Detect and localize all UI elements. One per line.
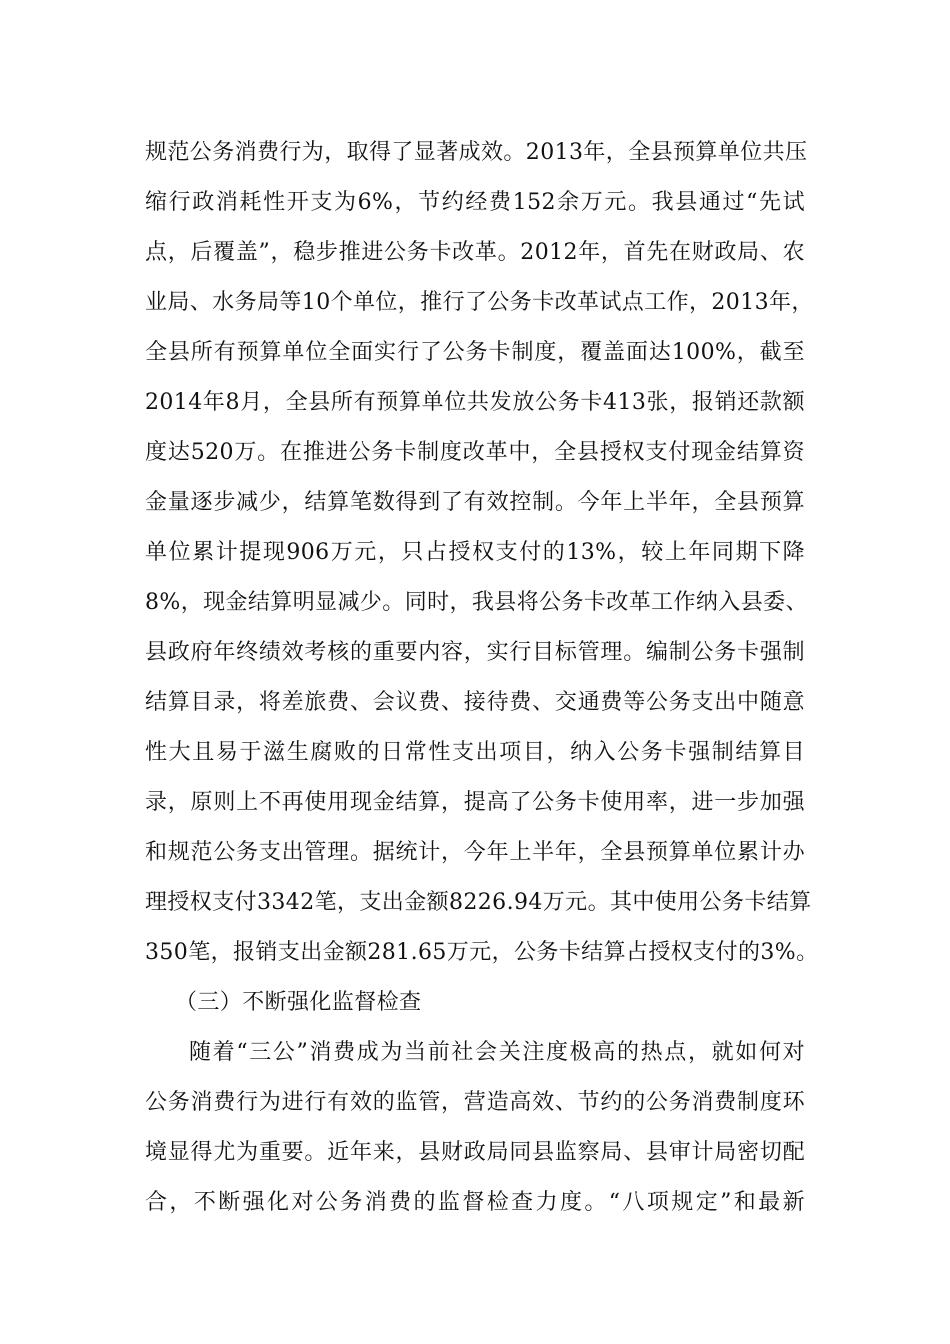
- text-line: 理授权支付3342笔，支出金额8226.94万元。其中使用公务卡结算: [145, 890, 812, 915]
- document-body: [145, 128, 819, 1228]
- text-line: 性大且易于滋生腐败的日常性支出项目，纳入公务卡强制结算目: [145, 740, 805, 765]
- text-line: 8%，现金结算明显减少。同时，我县将公务卡改革工作纳入县委、: [145, 590, 808, 615]
- text-line: 全县所有预算单位全面实行了公务卡制度，覆盖面达100%，截至: [145, 340, 805, 365]
- paragraph-first-line: 随着“三公”消费成为当前社会关注度极高的热点，就如何对: [189, 1040, 805, 1065]
- text-line: 公务消费行为进行有效的监管，营造高效、节约的公务消费制度环: [145, 1090, 805, 1115]
- text-line: 金量逐步减少，结算笔数得到了有效控制。今年上半年，全县预算: [145, 490, 805, 515]
- text-line: 度达520万。在推进公务卡制度改革中，全县授权支付现金结算资: [145, 440, 805, 465]
- text-line: 2014年8月，全县所有预算单位共发放公务卡413张，报销还款额: [145, 390, 805, 415]
- text-line: 和规范公务支出管理。据统计，今年上半年，全县预算单位累计办: [145, 840, 805, 865]
- paragraph-last-line: 350笔，报销支出金额281.65万元，公务卡结算占授权支付的3%。: [145, 940, 819, 965]
- text-line: 合，不断强化对公务消费的监督检查力度。“八项规定”和最新: [145, 1190, 805, 1215]
- text-line: 境显得尤为重要。近年来，县财政局同县监察局、县审计局密切配: [145, 1140, 805, 1165]
- text-line: 单位累计提现906万元，只占授权支付的13%，较上年同期下降: [145, 540, 805, 565]
- section-heading: （三）不断强化监督检查: [175, 990, 422, 1015]
- text-line: 县政府年终绩效考核的重要内容，实行目标管理。编制公务卡强制: [145, 640, 805, 665]
- text-line: 点，后覆盖”，稳步推进公务卡改革。2012年，首先在财政局、农: [145, 240, 805, 265]
- text-line: 规范公务消费行为，取得了显著成效。2013年，全县预算单位共压: [145, 140, 808, 165]
- text-line: 结算目录，将差旅费、会议费、接待费、交通费等公务支出中随意: [145, 690, 805, 715]
- text-line: 录，原则上不再使用现金结算，提高了公务卡使用率，进一步加强: [145, 790, 805, 815]
- text-line: 缩行政消耗性开支为6%，节约经费152余万元。我县通过“先试: [145, 190, 805, 215]
- text-line: 业局、水务局等10个单位，推行了公务卡改革试点工作，2013年，: [145, 290, 814, 315]
